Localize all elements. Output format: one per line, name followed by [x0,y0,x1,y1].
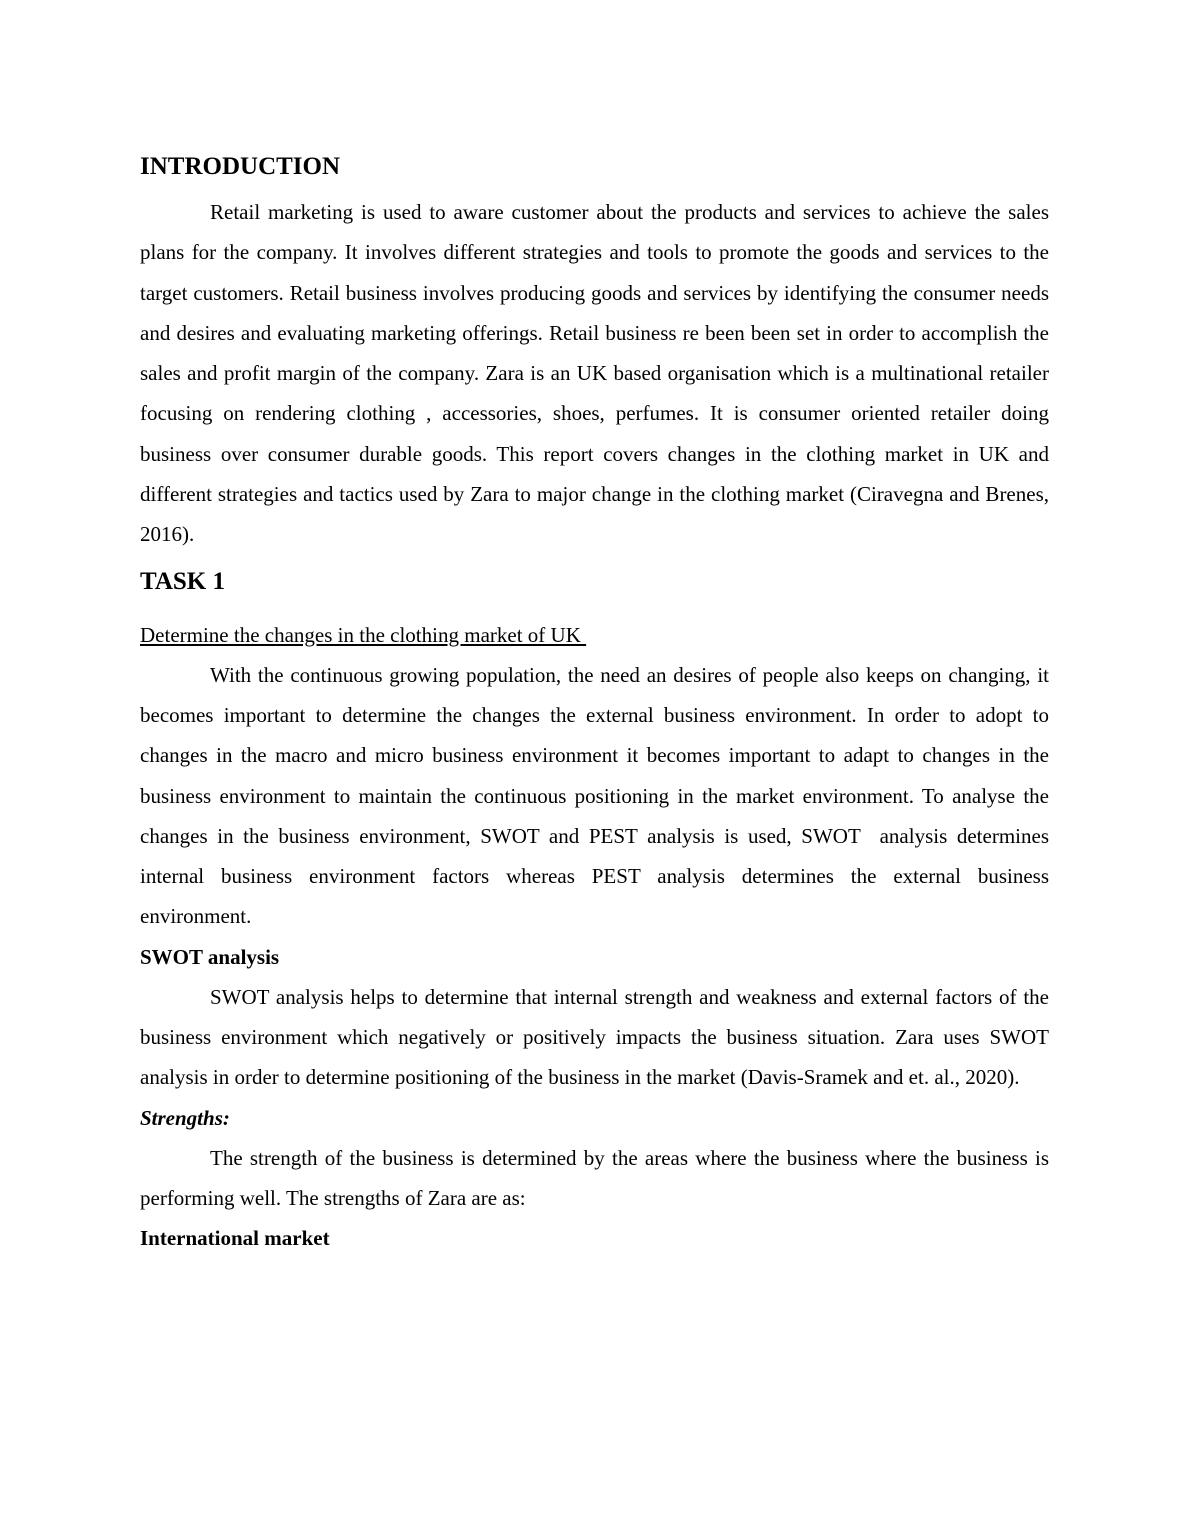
introduction-heading: INTRODUCTION [140,153,341,180]
international-market-heading: International market [140,1226,330,1251]
strengths-paragraph: The strength of the business is determined by the areas where the business where the business is performing well. The strengths of Zara are as: [140,1145,1049,1210]
document-page [140,150,1055,1258]
swot-paragraph: SWOT analysis helps to determine that internal strength and weakness and external factors of the business environment which negatively or positively impacts the business situation. Zara uses SWOT analysis in order to determine positioning of the business in the market (Davis-Sramek and et. al., 2020). [140,984,1049,1090]
task1-paragraph: With the continuous growing population, the need an desires of people also keeps on changing, it becomes important to determine the changes the external business environment. In order to adopt to changes in the macro and micro business environment it becomes important to adapt to changes in the business environment to maintain the continuous positioning in the market environment. To analyse the changes in the business environment, SWOT and PEST analysis is used, SWOT analysis determines internal business environment factors whereas PEST analysis determines the external business environment. [140,662,1055,929]
introduction-paragraph: Retail marketing is used to aware customer about the products and services to achieve the sales plans for the company. It involves different strategies and tools to promote the goods and services to the target customers. Retail business involves producing goods and services by identifying the consumer needs and desires and evaluating marketing offerings. Retail business re been been set in order to accomplish the sales and profit margin of the company. Zara is an UK based organisation which is a multinational retailer focusing on rendering clothing , accessories, shoes, perfumes. It is consumer oriented retailer doing business over consumer durable goods. This report covers changes in the clothing market in UK and different strategies and tactics used by Zara to major change in the clothing market (Ciravegna and Brenes, 2016). [140,200,1049,547]
task1-subheading: Determine the changes in the clothing market of UK [140,622,587,647]
swot-heading: SWOT analysis [140,944,280,969]
task1-heading: TASK 1 [140,567,225,595]
strengths-heading: Strengths: [140,1105,230,1130]
